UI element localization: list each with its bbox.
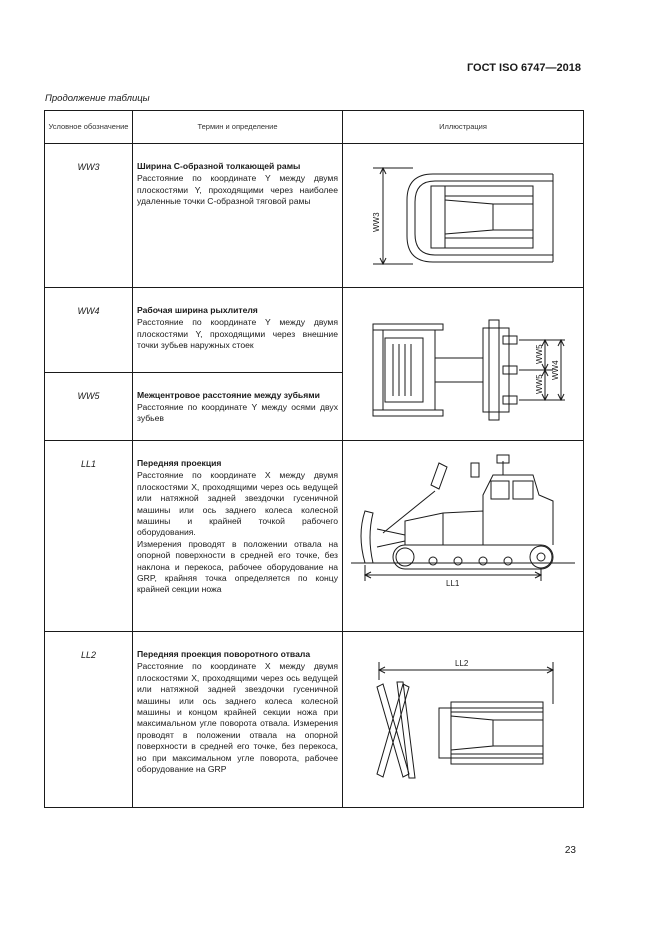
term-title: Передняя проекция	[137, 458, 222, 468]
term-title: Рабочая ширина рыхлителя	[137, 305, 258, 315]
term-cell	[133, 372, 343, 440]
table-row-ww4	[45, 288, 584, 373]
header-illustration: Иллюстрация	[343, 111, 584, 144]
code-cell	[45, 288, 133, 373]
illustration-cell	[343, 288, 584, 441]
ripper-top-view-figure	[343, 288, 584, 440]
page-number: 23	[564, 845, 576, 856]
term-definition-measurement: Измерения проводят в положении отвала на опорной поверхности в средней его точке, без наклона и перекоса, рабочее оборудование на GRP, крайняя точка определяется по концу крайней секции ножа	[137, 538, 338, 595]
table-row-ll2	[45, 632, 584, 808]
code-cell	[45, 441, 133, 632]
row-code: WW4	[77, 306, 100, 316]
illustration-cell	[343, 632, 584, 808]
row-code: LL2	[80, 650, 97, 660]
dimension-label-ww5-upper: WW5	[535, 344, 544, 364]
header-code: Условное обозначение	[45, 111, 133, 144]
dimension-label-ww5-lower: WW5	[535, 374, 544, 394]
row-code: LL1	[80, 459, 97, 469]
table-row-ww3	[45, 144, 584, 288]
term-definition: Расстояние по координате Y между осями двух зубьев	[137, 401, 338, 424]
angle-blade-top-view-figure	[343, 632, 584, 807]
term-title: Межцентровое расстояние между зубьями	[137, 389, 320, 400]
table-continuation-caption: Продолжение таблицы	[45, 93, 150, 104]
term-cell	[133, 288, 343, 373]
code-cell	[45, 372, 133, 440]
dimension-label-ll2: LL2	[455, 659, 469, 668]
c-frame-top-view-figure	[343, 144, 584, 287]
standard-header: ГОСТ ISO 6747—2018	[466, 62, 581, 74]
bulldozer-side-view-figure	[343, 441, 584, 631]
term-definition: Расстояние по координате Y между двумя плоскостями Y, проходящими через внешние точки зубьев наружных стоек	[137, 317, 338, 351]
term-title: Ширина С-образной толкающей рамы	[137, 161, 301, 171]
illustration-cell	[343, 144, 584, 288]
header-term: Термин и определение	[133, 111, 343, 144]
illustration-cell	[343, 441, 584, 632]
dimension-label-ww3: WW3	[372, 212, 381, 232]
term-definition: Расстояние по координате X между двумя плоскостями X, проходящими через ось ведущей или натяжной задней звездочки гусеничной машины или ось заднего колеса колесной машины и концом крайней секции ножа при максимальном угле поворота отвала. Измерения проводят в положении отвала на опорной поверхности в средней его точке, без перекоса, но при максимальном угле поворота, рабочее оборудование на GRP	[137, 661, 338, 775]
terms-table	[44, 110, 584, 808]
dimension-label-ll1: LL1	[446, 579, 460, 588]
code-cell	[45, 632, 133, 808]
table-header-row	[45, 111, 584, 144]
term-cell	[133, 441, 343, 632]
term-cell	[133, 144, 343, 288]
term-title: Передняя проекция поворотного отвала	[137, 649, 311, 659]
table-row-ll1	[45, 441, 584, 632]
code-cell	[45, 144, 133, 288]
dimension-label-ww4: WW4	[551, 360, 560, 380]
term-definition: Расстояние по координате X между двумя плоскостями X, проходящими через ось ведущей или натяжной задней звездочки гусеничной машины или ось заднего колеса колесной машины и крайней точкой рабочего оборудования.	[137, 470, 338, 538]
row-code: WW5	[77, 390, 100, 401]
term-definition: Расстояние по координате Y между двумя плоскостями Y, проходящими через наиболее удаленные точки С-образной тяговой рамы	[137, 173, 338, 207]
row-code: WW3	[77, 162, 100, 172]
term-cell	[133, 632, 343, 808]
